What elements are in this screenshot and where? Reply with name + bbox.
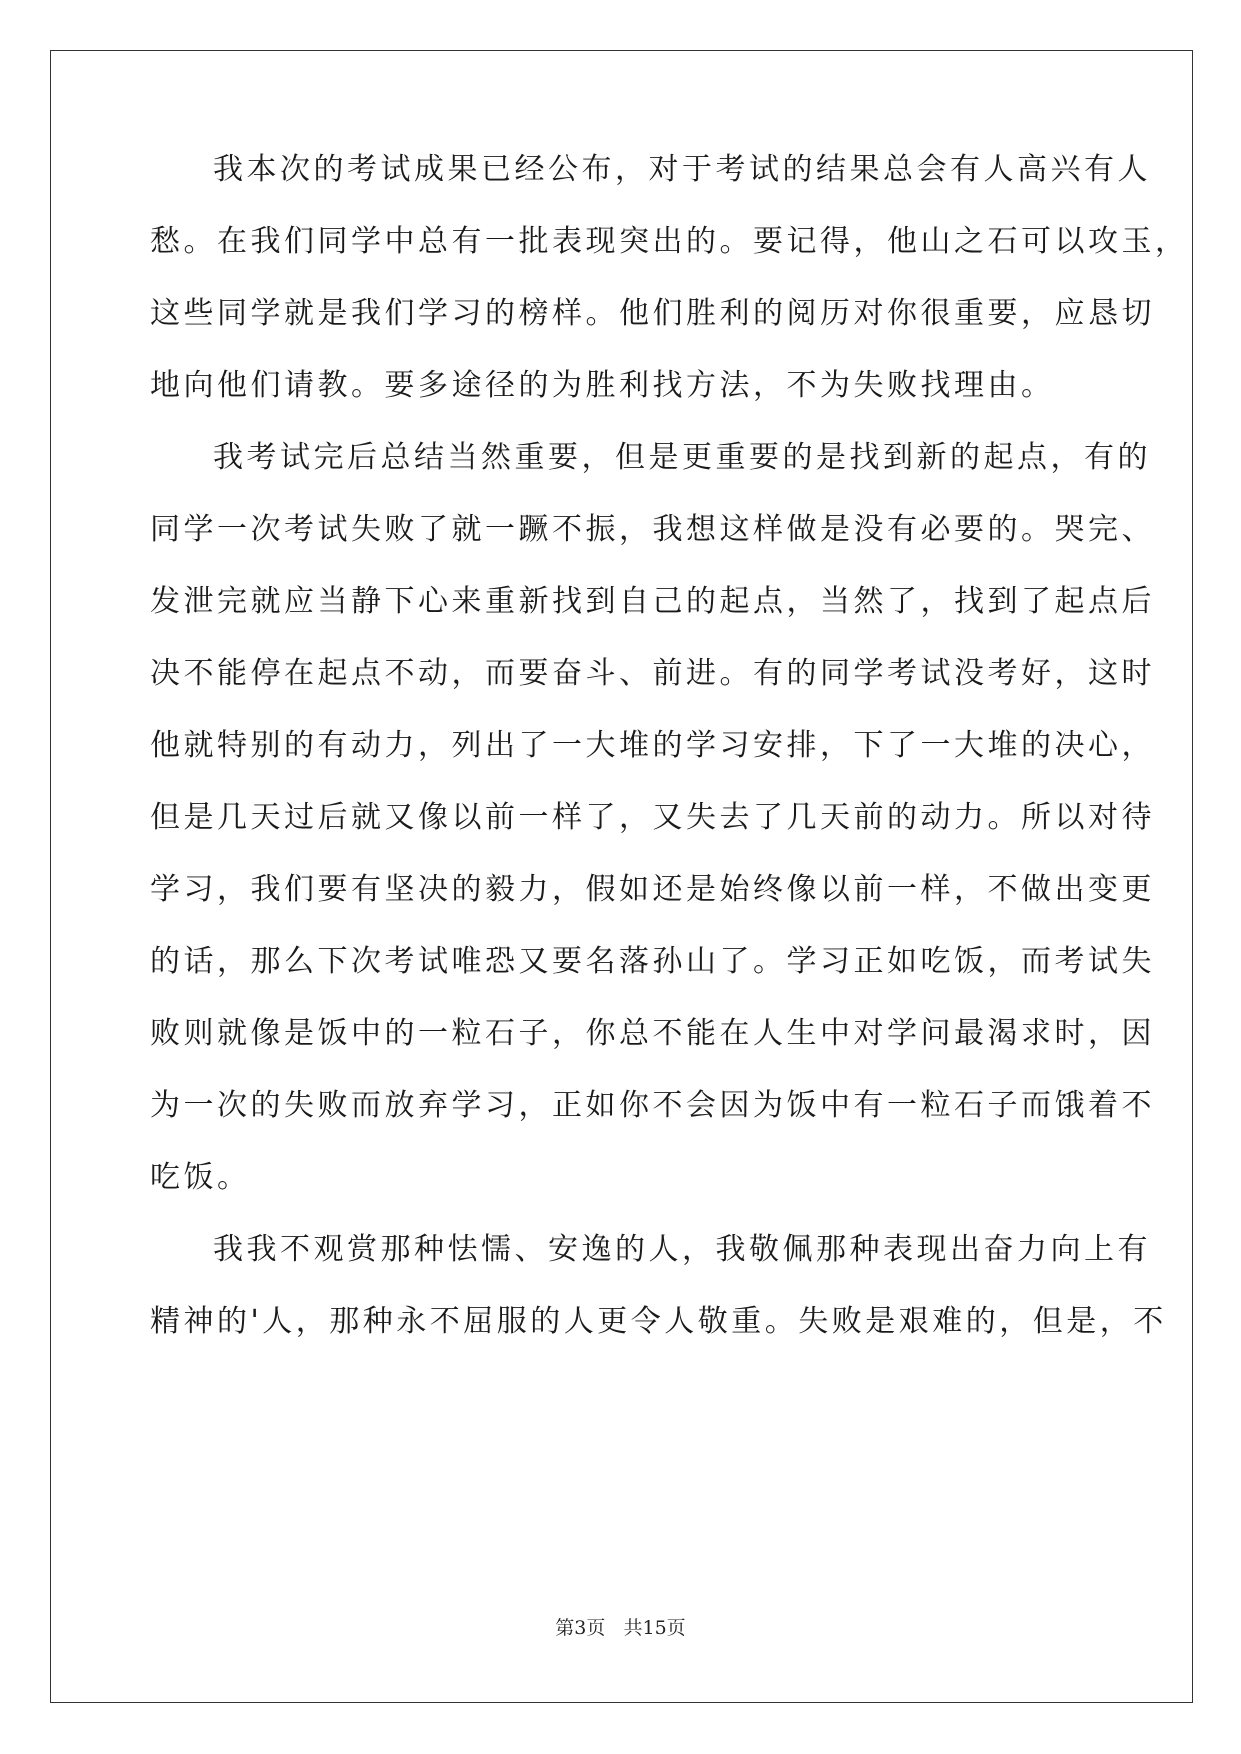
text-line-12: 的话，那么下次考试唯恐又要名落孙山了。学习正如吃饭，而考试失 — [150, 944, 1155, 979]
text-line-17: 精神的'人，那种永不屈服的人更令人敬重。失败是艰难的，但是，不 — [150, 1304, 1167, 1339]
text-line-6: 同学一次考试失败了就一蹶不振，我想这样做是没有必要的。哭完、 — [150, 512, 1155, 547]
text-line-2: 愁。在我们同学中总有一批表现突出的。要记得，他山之石可以攻玉， — [150, 224, 1189, 259]
text-line-7: 发泄完就应当静下心来重新找到自己的起点，当然了，找到了起点后 — [150, 584, 1155, 619]
text-line-4: 地向他们请教。要多途径的为胜利找方法，不为失败找理由。 — [150, 368, 1055, 403]
text-line-3: 这些同学就是我们学习的榜样。他们胜利的阅历对你很重要，应恳切 — [150, 296, 1155, 331]
page-number-footer: 第3页 共15页 — [555, 1617, 686, 1639]
text-line-9: 他就特别的有动力，列出了一大堆的学习安排，下了一大堆的决心， — [150, 728, 1155, 763]
text-line-8: 决不能停在起点不动，而要奋斗、前进。有的同学考试没考好，这时 — [150, 656, 1155, 691]
text-line-1: 我本次的考试成果已经公布，对于考试的结果总会有人高兴有人 — [213, 152, 1151, 187]
text-line-13: 败则就像是饭中的一粒石子，你总不能在人生中对学问最渴求时，因 — [150, 1016, 1155, 1051]
text-line-11: 学习，我们要有坚决的毅力，假如还是始终像以前一样，不做出变更 — [150, 872, 1155, 907]
text-line-5: 我考试完后总结当然重要，但是更重要的是找到新的起点，有的 — [213, 440, 1151, 475]
text-line-16: 我我不观赏那种怯懦、安逸的人，我敬佩那种表现出奋力向上有 — [213, 1232, 1151, 1267]
text-line-15: 吃饭。 — [150, 1160, 251, 1195]
text-line-10: 但是几天过后就又像以前一样了，又失去了几天前的动力。所以对待 — [150, 800, 1155, 835]
text-line-14: 为一次的失败而放弃学习，正如你不会因为饭中有一粒石子而饿着不 — [150, 1088, 1155, 1123]
